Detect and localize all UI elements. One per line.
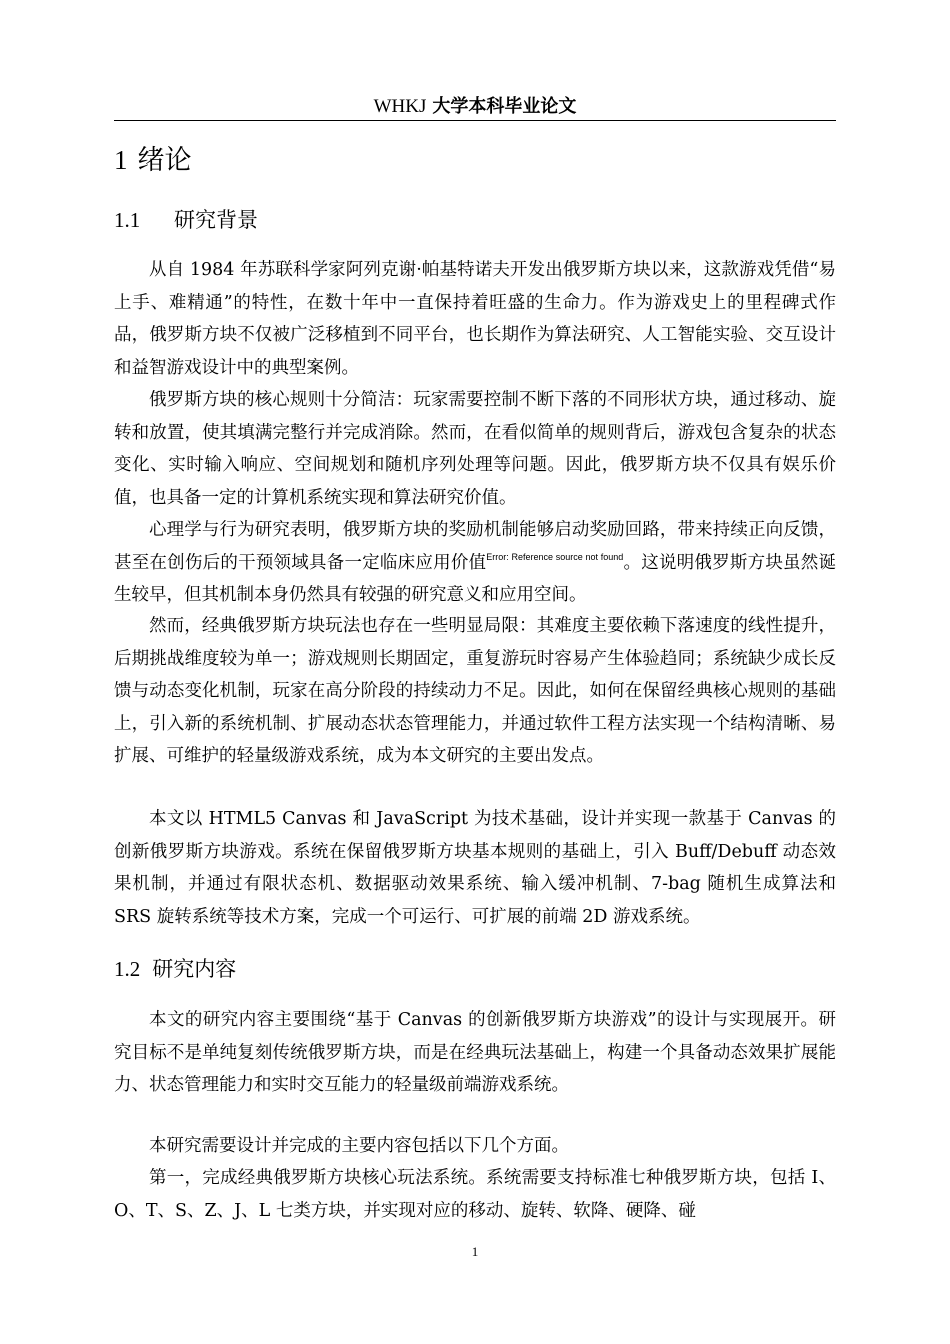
paragraph (114, 514, 836, 612)
header-latin: WHKJ (373, 96, 427, 117)
paragraph: 俄罗斯方块的核心规则十分简洁：玩家需要控制不断下落的不同形状方块，通过移动、旋转和放置，使其填满完整行并完成消除。然而，在看似简单的规则背后，游戏包含复杂的状态变化、实时输入响应、空间规划和随机序列处理等问题。因此，俄罗斯方块不仅具有娱乐价值，也具备一定的计算机系统实现和算法研究价值。 (114, 390, 836, 508)
section-heading-1-2 (114, 954, 236, 984)
section-title: 研究内容 (152, 957, 237, 981)
paragraph-text: 。这说明俄罗斯方块虽然诞生较早，但其机制本身仍然具有较强的研究意义和应用空间。 (114, 552, 836, 605)
paragraph-text: 心理学与行为研究表明，俄罗斯方块的奖励机制能够启动奖励回路，带来持续正向反馈，甚至在创伤后的干预领域具备一定临床应用价值 (114, 520, 836, 573)
paragraph: 从自 1984 年苏联科学家阿列克谢·帕基特诺夫开发出俄罗斯方块以来，这款游戏凭借“易上手、难精通”的特性，在数十年中一直保持着旺盛的生命力。作为游戏史上的里程碑式作品，俄罗斯方块不仅被广泛移植到不同平台，也长期作为算法研究、人工智能实验、交互设计和益智游戏设计中的典型案例。 (114, 260, 836, 378)
paragraph: 本研究需要设计并完成的主要内容包括以下几个方面。 (149, 1136, 569, 1156)
chapter-heading (114, 142, 192, 179)
section-number: 1.1 (114, 208, 141, 232)
paragraph: 本文以 HTML5 Canvas 和 JavaScript 为技术基础，设计并实现一款基于 Canvas 的创新俄罗斯方块游戏。系统在保留俄罗斯方块基本规则的基础上，引入 Buff/Debuff 动态效果机制，并通过有限状态机、数据驱动效果系统、输入缓冲机制、7-bag 随机生成算法和 SRS 旋转系统等技术方案，完成一个可运行、可扩展的前端 2D 游戏系统。 (114, 809, 836, 927)
header-title: 大学本科毕业论文 (432, 96, 577, 117)
paragraph: 然而，经典俄罗斯方块玩法也存在一些明显局限：其难度主要依赖下落速度的线性提升，后期挑战维度较为单一；游戏规则长期固定，重复游玩时容易产生体验趋同；系统缺少成长反馈与动态变化机制，玩家在高分阶段的持续动力不足。因此，如何在保留经典核心规则的基础上，引入新的系统机制、扩展动态状态管理能力，并通过软件工程方法实现一个结构清晰、易扩展、可维护的轻量级游戏系统，成为本文研究的主要出发点。 (114, 616, 836, 766)
paragraph: 本文的研究内容主要围绕“基于 Canvas 的创新俄罗斯方块游戏”的设计与实现展开。研究目标不是单纯复刻传统俄罗斯方块，而是在经典玩法基础上，构建一个具备动态效果扩展能力、状态管理能力和实时交互能力的轻量级前端游戏系统。 (114, 1010, 836, 1095)
section-title: 研究背景 (174, 208, 258, 232)
paragraph: 第一，完成经典俄罗斯方块核心玩法系统。系统需要支持标准七种俄罗斯方块，包括 I、O、T、S、Z、J、L 七类方块，并实现对应的移动、旋转、软降、硬降、碰 (114, 1168, 836, 1221)
section-number: 1.2 (114, 957, 141, 981)
chapter-title: 绪论 (137, 145, 192, 176)
chapter-number: 1 (114, 145, 128, 175)
section-heading-1-1 (114, 205, 258, 235)
page-number: 1 (471, 1244, 479, 1259)
reference-error: Error: Reference source not found (486, 551, 624, 562)
running-header (114, 92, 836, 121)
